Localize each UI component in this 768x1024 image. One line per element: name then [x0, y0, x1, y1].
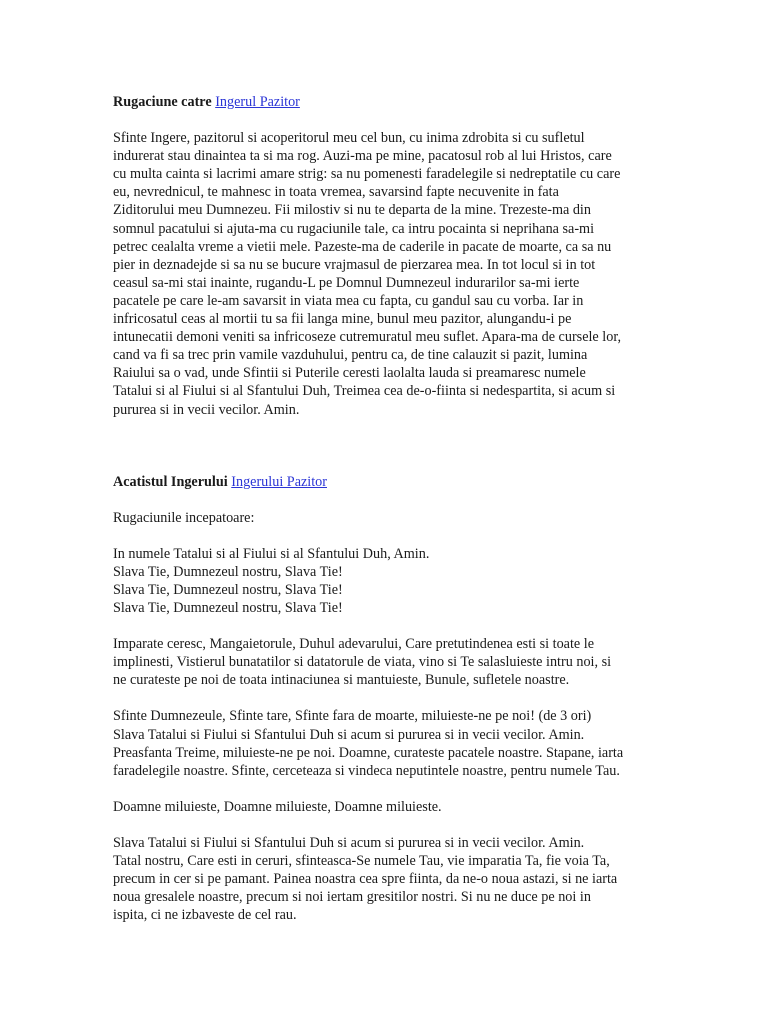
document-page — [113, 93, 658, 924]
ingerului-pazitor-link[interactable]: Ingerului Pazitor — [231, 473, 327, 490]
paragraph-tatal-nostru: Slava Tatalui si Fiului si Sfantului Duh si acum si pururea si in vecii vecilor. Amin. Tatal nostru, Care esti in ceruri, sfinteasca-Se numele Tau, vie imparatia Ta, fie voia Ta, precum in cer si pe pamant. Painea noastra cea spre fiinta, da ne-o noua astazi, si ne iarta noua gresalele noastre, precum si noi iertam gresitilor nostri. Si nu ne duce pe noi in ispita, ci ne izbaveste de cel rau. — [113, 834, 618, 924]
paragraph-doamne-miluieste: Doamne miluieste, Doamne miluieste, Doamne miluieste. — [113, 798, 442, 815]
paragraph-trisaghion: Sfinte Dumnezeule, Sfinte tare, Sfinte fara de moarte, miluieste-ne pe noi! (de 3 ori) Slava Tatalui si Fiului si Sfantului Duh si acum si pururea si in vecii vecilor. Amin. Preasfanta Treime, miluieste-ne pe noi. Doamne, curateste pacatele noastre. Stapane, iarta faradelegile noastre. Sfinte, cerceteaza si vindeca neputintele noastre, pentru numele Tau. — [113, 708, 624, 779]
prayer-body: Sfinte Ingere, pazitorul si acoperitorul meu cel bun, cu inima zdrobita si cu sufletul indurerat stau dinaintea ta si ma rog. Auzi-ma pe mine, pacatosul rob al lui Hristos, care cu multa cainta si lacrimi amare strig: sa nu pomenesti faradelegile si nedreptatile cu care eu, nevrednicul, te mahnesc in toata vremea, savarsind fapte necuvenite in fata Ziditorului meu Dumnezeu. Fii milostiv si nu te departa de la mine. Trezeste-ma din somnul pacatului si ajuta-ma cu rugaciunile tale, ca intru pocainta si neprihana sa-mi petrec cealalta vreme a vietii mele. Pazeste-ma de caderile in pacate de moarte, ca sa nu pier in deznadejde si sa nu se bucure vrajmasul de pierzarea mea. In tot locul si in tot ceasul sa-mi stai inainte, rugandu-L pe Domnul Dumnezeul indurarilor sa-mi ierte pacatele pe care le-am savarsit in viata mea cu fapta, cu gandul sau cu vorba. Iar in infricosatul ceas al mortii tu sa fii langa mine, bunul meu pazitor, alungandu-i pe intunecatii demoni veniti sa infricoseze cutremuratul meu suflet. Apara-ma de cursele lor, cand va fi sa trec prin vamile vazduhului, pentru ca, de tine calauzit si pazit, lumina Raiului sa o vad, unde Sfintii si Puterile ceresti laolalta lauda si preamaresc numele Tatalui si al Fiului si al Sfantului Duh, Treimea cea de-o-fiinta si nedespartita, si acum si pururea si in vecii vecilor. Amin. — [113, 130, 622, 418]
intro-line: Rugaciunile incepatoare: — [113, 509, 255, 526]
section-title-rugaciune — [113, 93, 658, 111]
paragraph-invocation: In numele Tatalui si al Fiului si al Sfantului Duh, Amin. Slava Tie, Dumnezeul nostru, Slava Tie! Slava Tie, Dumnezeul nostru, Slava Tie! Slava Tie, Dumnezeul nostru, Slava Tie! — [113, 545, 430, 617]
title-text: Acatistul Ingerului — [113, 473, 232, 490]
section-title-acatist — [113, 473, 658, 491]
title-text: Rugaciune catre — [113, 94, 216, 110]
ingerul-pazitor-link[interactable]: Ingerul Pazitor — [215, 94, 300, 110]
paragraph-imparate-ceresc: Imparate ceresc, Mangaietorule, Duhul adevarului, Care pretutindenea esti si toate le implinesti, Vistierul bunatatilor si datatorule de viata, vino si Te salasluieste intru noi, si ne curateste pe noi de toata intinaciunea si mantuieste, Bunule, sufletele noastre. — [113, 636, 612, 689]
